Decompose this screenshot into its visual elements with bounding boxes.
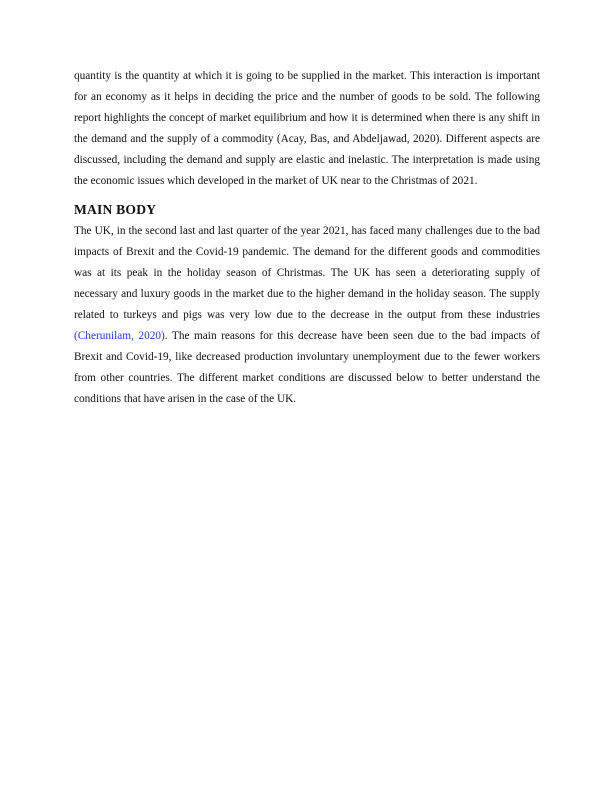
page-content — [74, 66, 540, 410]
main-body-text-before-citation: The UK, in the second last and last quarter of the year 2021, has faced many challenges due to the bad impacts of Brexit and the Covid-19 pandemic. The demand for the different goods and commodities was at its peak in the holiday season of Christmas. The UK has seen a deteriorating supply of necessary and luxury goods in the market due to the higher demand in the holiday season. The supply related to turkeys and pigs was very low due to the decrease in the output from these industries — [74, 225, 540, 322]
intro-paragraph: quantity is the quantity at which it is going to be supplied in the market. This interaction is important for an economy as it helps in deciding the price and the number of goods to be sold. The following report highlights the concept of market equilibrium and how it is determined when there is any shift in the demand and the supply of a commodity (Acay, Bas, and Abdeljawad, 2020). Different aspects are discussed, including the demand and supply are elastic and inelastic. The interpretation is made using the economic issues which developed in the market of UK near to the Christmas of 2021. — [74, 70, 540, 187]
main-body-paragraph — [74, 221, 540, 409]
section-heading-main-body: MAIN BODY — [74, 202, 157, 218]
main-body-text-after-citation: The main reasons for this decrease have been seen due to the bad impacts of Brexit and Covid-19, like decreased production involuntary unemployment due to the fewer workers from other countries. The different market conditions are discussed below to better understand the conditions that have arisen in the case of the UK. — [74, 329, 540, 405]
citation-link[interactable]: (Cherunilam, 2020). — [74, 329, 168, 342]
